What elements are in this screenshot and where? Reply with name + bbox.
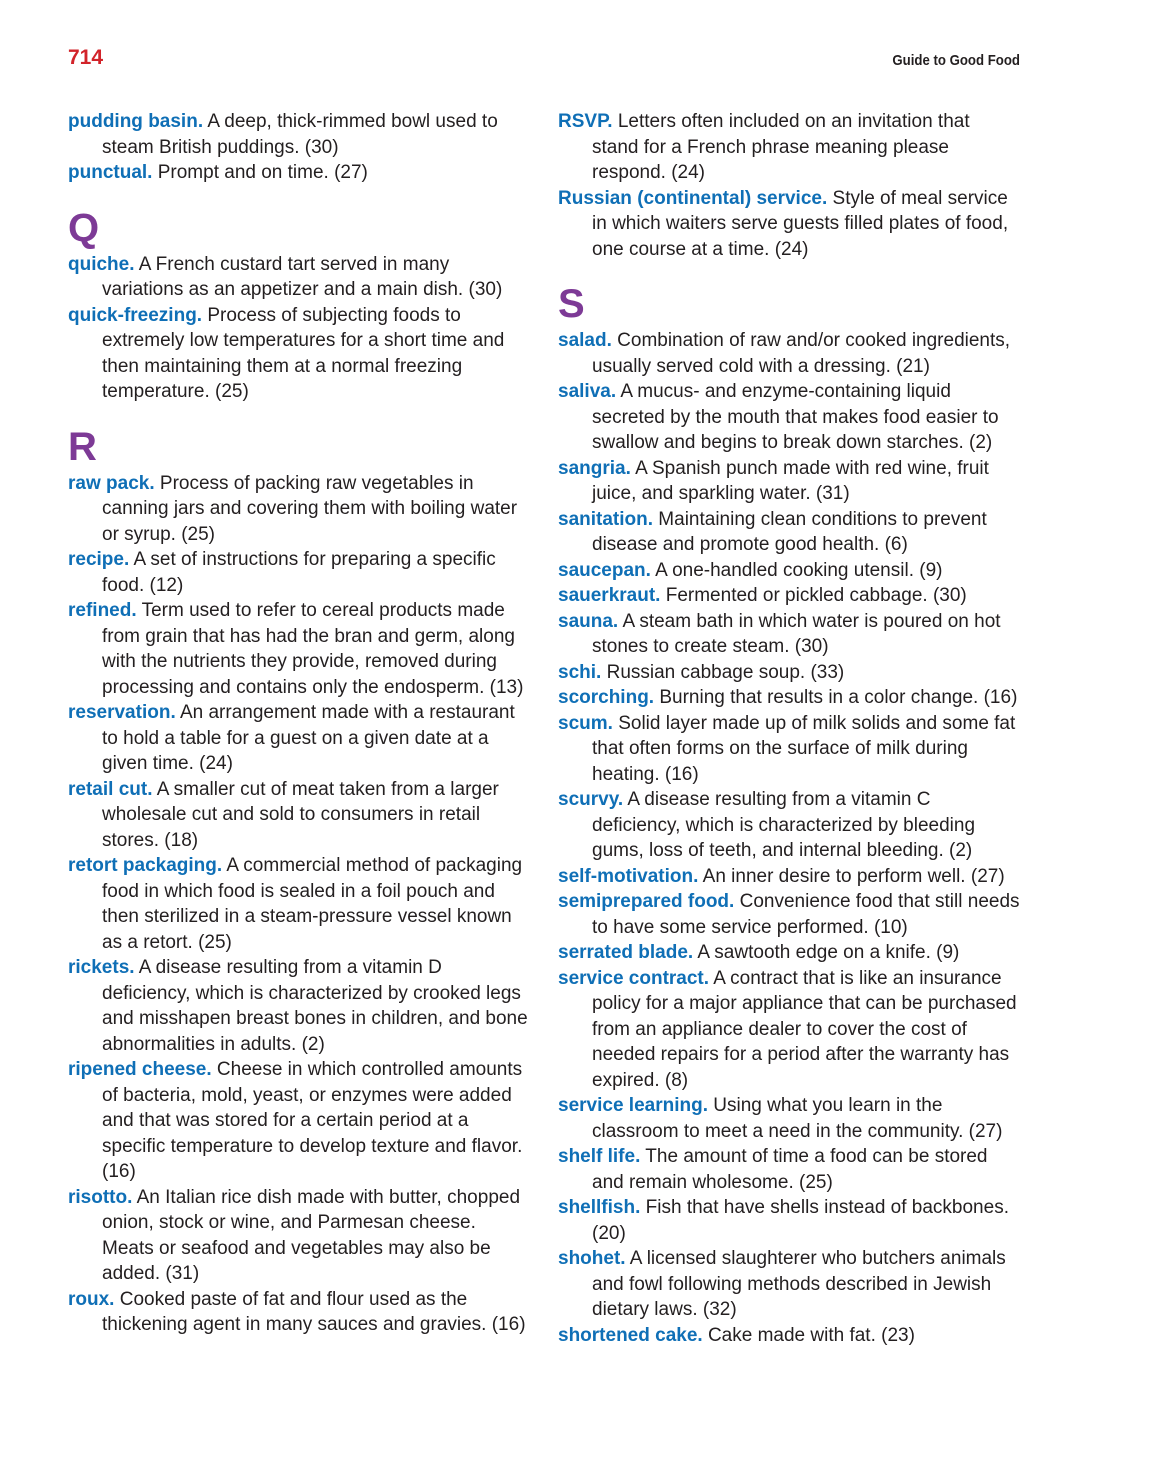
glossary-term: shelf life. bbox=[558, 1146, 641, 1167]
glossary-definition: A disease resulting from a vitamin C deficiency, which is characterized by bleeding gums, loss of teeth, and internal bleeding. (2) bbox=[592, 789, 976, 861]
glossary-term: recipe. bbox=[68, 549, 130, 570]
glossary-definition: Solid layer made up of milk solids and some fat that often forms on the surface of milk during heating. (16) bbox=[592, 712, 1016, 785]
glossary-term: shellfish. bbox=[558, 1197, 641, 1218]
glossary-term: risotto. bbox=[68, 1186, 133, 1208]
glossary-entry bbox=[68, 160, 530, 186]
glossary-term: ripened cheese. bbox=[68, 1059, 212, 1080]
glossary-entry bbox=[558, 507, 1020, 558]
glossary-term: pudding basin. bbox=[68, 111, 204, 132]
glossary-entry bbox=[68, 1287, 530, 1338]
glossary-definition: Fermented or pickled cabbage. (30) bbox=[665, 585, 967, 606]
glossary-entry bbox=[558, 379, 1020, 456]
glossary-column-right bbox=[558, 109, 1020, 1348]
glossary-definition: Cheese in which controlled amounts of bacteria, mold, yeast, or enzymes were added and that was stored for a certain period at a specific temperature to develop texture and flavor. (16) bbox=[102, 1059, 523, 1182]
glossary-definition: A set of instructions for preparing a specific food. (12) bbox=[102, 549, 496, 596]
glossary-term: service contract. bbox=[558, 967, 710, 989]
glossary-definition: A one-handled cooking utensil. (9) bbox=[655, 559, 943, 581]
glossary-entry bbox=[558, 685, 1020, 711]
glossary-term: sanitation. bbox=[558, 508, 654, 530]
glossary-entry bbox=[558, 109, 1020, 186]
glossary-definition: Burning that results in a color change. (16) bbox=[659, 687, 1018, 708]
glossary-term: shohet. bbox=[558, 1248, 626, 1269]
glossary-definition: A mucus- and enzyme-containing liquid secreted by the mouth that makes food easier to swallow and begins to break down starches. (2) bbox=[592, 381, 999, 453]
glossary-definition: Fish that have shells instead of backbones. (20) bbox=[592, 1197, 1009, 1244]
glossary-definition: An Italian rice dish made with butter, chopped onion, stock or wine, and Parmesan cheese. Meats or seafood and vegetables may also be added. (31) bbox=[102, 1186, 521, 1284]
glossary-entry bbox=[68, 1185, 530, 1287]
glossary-term: retail cut. bbox=[68, 778, 153, 800]
glossary-entry bbox=[558, 787, 1020, 864]
glossary-term: quiche. bbox=[68, 253, 135, 275]
glossary-term: salad. bbox=[558, 330, 612, 351]
glossary-definition: A smaller cut of meat taken from a larger wholesale cut and sold to consumers in retail stores. (18) bbox=[102, 778, 499, 851]
glossary-entry bbox=[558, 456, 1020, 507]
glossary-entry bbox=[558, 1195, 1020, 1246]
glossary-definition: The amount of time a food can be stored and remain wholesome. (25) bbox=[592, 1146, 988, 1193]
glossary-entry bbox=[558, 940, 1020, 966]
glossary-definition: A disease resulting from a vitamin D deficiency, which is characterized by crooked legs and misshapen breast bones in children, and bone abnormalities in adults. (2) bbox=[102, 957, 528, 1055]
glossary-entry bbox=[558, 328, 1020, 379]
glossary-term: retort packaging. bbox=[68, 855, 223, 876]
glossary-term: sauna. bbox=[558, 610, 619, 632]
glossary-definition: A steam bath in which water is poured on hot stones to create steam. (30) bbox=[592, 610, 1001, 657]
glossary-entry bbox=[68, 471, 530, 548]
glossary-entry bbox=[558, 609, 1020, 660]
glossary-definition: A licensed slaughterer who butchers animals and fowl following methods described in Jewish dietary laws. (32) bbox=[592, 1248, 1006, 1320]
glossary-definition: Convenience food that still needs to have some service performed. (10) bbox=[592, 891, 1020, 938]
glossary-entry bbox=[558, 864, 1020, 890]
glossary-definition: Maintaining clean conditions to prevent disease and promote good health. (6) bbox=[592, 508, 987, 555]
section-letter-heading: S bbox=[558, 282, 585, 326]
glossary-definition: A commercial method of packaging food in which food is sealed in a foil pouch and then sterilized in a steam-pressure vessel known as a retort. (25) bbox=[102, 855, 523, 953]
glossary-entry bbox=[68, 252, 530, 303]
glossary-entry bbox=[68, 853, 530, 955]
glossary-term: scurvy. bbox=[558, 789, 624, 810]
glossary-entry bbox=[558, 558, 1020, 584]
glossary-definition: A Spanish punch made with red wine, fruit juice, and sparkling water. (31) bbox=[592, 457, 989, 504]
glossary-definition: A deep, thick-rimmed bowl used to steam British puddings. (30) bbox=[102, 111, 498, 158]
glossary-term: saliva. bbox=[558, 381, 617, 402]
glossary-term: serrated blade. bbox=[558, 942, 694, 963]
glossary-term: sauerkraut. bbox=[558, 585, 661, 606]
glossary-term: roux. bbox=[68, 1288, 115, 1310]
glossary-entry bbox=[68, 777, 530, 854]
glossary-entry bbox=[68, 109, 530, 160]
running-title: Guide to Good Food bbox=[892, 52, 1020, 69]
glossary-entry bbox=[68, 700, 530, 777]
glossary-entry bbox=[558, 1323, 1020, 1349]
glossary-term: semiprepared food. bbox=[558, 891, 735, 912]
glossary-entry bbox=[558, 966, 1020, 1094]
glossary-term: refined. bbox=[68, 600, 137, 621]
glossary-definition: Cake made with fat. (23) bbox=[707, 1324, 915, 1346]
glossary-entry bbox=[68, 598, 530, 700]
glossary-entry bbox=[558, 660, 1020, 686]
glossary-entry bbox=[68, 955, 530, 1057]
section-letter-heading: Q bbox=[68, 205, 100, 250]
glossary-definition: Process of packing raw vegetables in canning jars and covering them with boiling water or syrup. (25) bbox=[102, 472, 518, 545]
glossary-definition: An arrangement made with a restaurant to hold a table for a guest on a given date at a given time. (24) bbox=[102, 702, 515, 774]
glossary-term: schi. bbox=[558, 661, 602, 683]
glossary-term: reservation. bbox=[68, 702, 176, 723]
glossary-definition: Letters often included on an invitation that stand for a French phrase meaning please respond. (24) bbox=[592, 111, 970, 183]
glossary-term: punctual. bbox=[68, 162, 153, 183]
glossary-term: RSVP. bbox=[558, 111, 613, 132]
glossary-definition: Style of meal service in which waiters serve guests filled plates of food, one course at a time. (24) bbox=[592, 187, 1009, 260]
glossary-definition: An inner desire to perform well. (27) bbox=[702, 865, 1005, 887]
glossary-entry bbox=[558, 1093, 1020, 1144]
glossary-term: shortened cake. bbox=[558, 1324, 703, 1346]
glossary-definition: Term used to refer to cereal products made from grain that has had the bran and germ, along with the nutrients they provide, removed during processing and contains only the endosperm. (13) bbox=[102, 600, 524, 698]
glossary-entry bbox=[68, 1057, 530, 1185]
glossary-column-left bbox=[68, 109, 530, 1338]
glossary-entry bbox=[68, 547, 530, 598]
glossary-entry bbox=[558, 1144, 1020, 1195]
glossary-term: raw pack. bbox=[68, 472, 155, 494]
glossary-definition: Using what you learn in the classroom to meet a need in the community. (27) bbox=[592, 1095, 1003, 1142]
glossary-definition: A sawtooth edge on a knife. (9) bbox=[697, 942, 960, 963]
glossary-term: scorching. bbox=[558, 687, 655, 708]
glossary-entry bbox=[558, 186, 1020, 263]
glossary-definition: Combination of raw and/or cooked ingredients, usually served cold with a dressing. (21) bbox=[592, 330, 1011, 377]
glossary-definition: Process of subjecting foods to extremely low temperatures for a short time and then maintaining them at a normal freezing temperature. (25) bbox=[102, 304, 505, 402]
glossary-definition: A contract that is like an insurance policy for a major appliance that can be purchased from an appliance dealer to cover the cost of needed repairs for a period after the warranty has expired. (8) bbox=[592, 967, 1017, 1091]
glossary-entry bbox=[558, 889, 1020, 940]
glossary-definition: Russian cabbage soup. (33) bbox=[606, 661, 845, 683]
glossary-term: scum. bbox=[558, 712, 613, 734]
glossary-entry bbox=[558, 1246, 1020, 1323]
glossary-term: quick-freezing. bbox=[68, 304, 203, 326]
glossary-term: saucepan. bbox=[558, 559, 651, 581]
page-number: 714 bbox=[68, 46, 104, 69]
glossary-definition: Prompt and on time. (27) bbox=[157, 162, 368, 183]
glossary-term: service learning. bbox=[558, 1095, 708, 1116]
section-letter-heading: R bbox=[68, 424, 97, 469]
glossary-definition: Cooked paste of fat and flour used as the thickening agent in many sauces and gravies. (16) bbox=[102, 1288, 526, 1335]
glossary-term: Russian (continental) service. bbox=[558, 187, 828, 209]
glossary-definition: A French custard tart served in many variations as an appetizer and a main dish. (30) bbox=[102, 253, 503, 300]
glossary-entry bbox=[558, 711, 1020, 788]
glossary-entry bbox=[68, 303, 530, 405]
glossary-entry bbox=[558, 583, 1020, 609]
glossary-term: rickets. bbox=[68, 957, 135, 978]
glossary-term: sangria. bbox=[558, 457, 631, 479]
glossary-term: self-motivation. bbox=[558, 865, 699, 887]
